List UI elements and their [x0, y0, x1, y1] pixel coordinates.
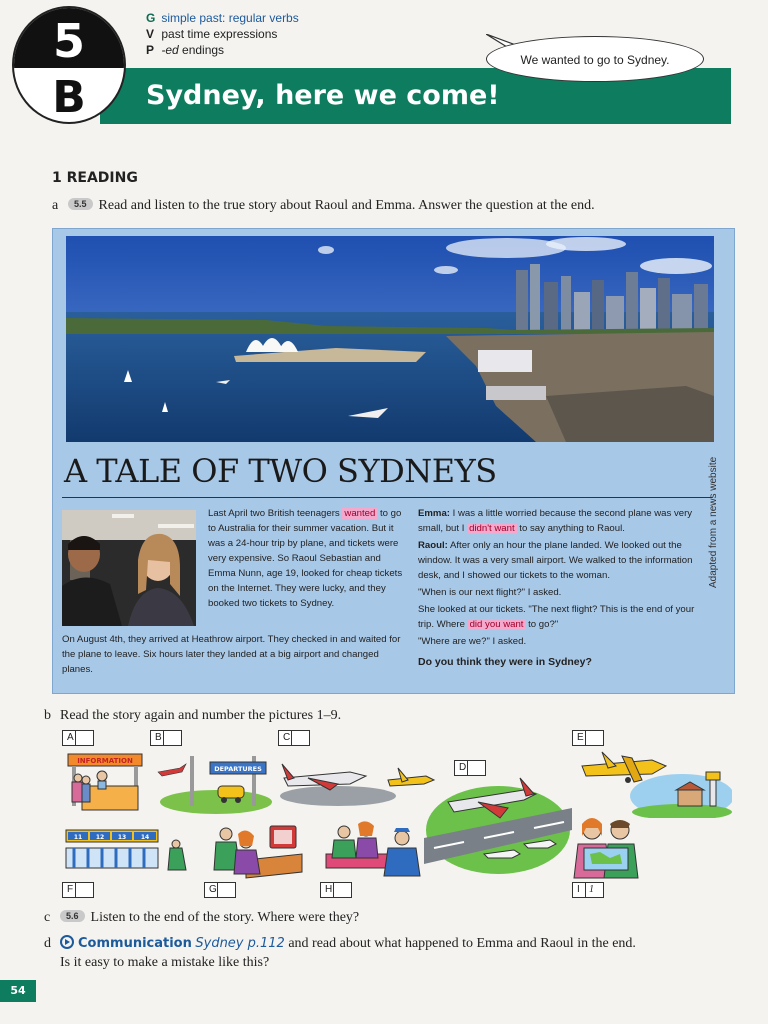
- exercise-text: Listen to the end of the story. Where were they?: [90, 910, 360, 925]
- focus-key: P: [146, 43, 155, 57]
- picture-label-b[interactable]: [150, 730, 182, 746]
- sydney-harbour-photo: [66, 236, 714, 442]
- exercise-d-line-1: [44, 934, 636, 953]
- story-quote: "Where are we?" I asked.: [418, 636, 527, 647]
- story-paragraph-2: On August 4th, they arrived at Heathrow airport. They checked in and waited for the plane to leave. Six hours later they landed at a big airport and changed planes.: [62, 634, 401, 675]
- unit-letter: B: [52, 72, 86, 123]
- focus-grammar: [146, 10, 299, 26]
- unit-badge: [12, 6, 126, 124]
- exercise-text: Read the story again and number the pictures 1–9.: [60, 708, 342, 723]
- picture-letter: E: [577, 732, 584, 743]
- focus-pronunciation: [146, 42, 299, 58]
- story-column-1: [208, 506, 406, 611]
- story-quote: "When is our next flight?" I asked.: [418, 587, 562, 598]
- exercise-d: [44, 934, 636, 972]
- highlighted-verb: wanted: [344, 508, 376, 519]
- picture-plane-take-off: [424, 768, 572, 876]
- story-raoul-paragraph: [418, 538, 710, 583]
- story-text: She looked at our tickets. "The next flight? This is the end of your trip. Where: [418, 604, 695, 630]
- picture-letter: C: [283, 732, 291, 743]
- speaker-name: Emma:: [418, 508, 450, 519]
- picture-label-a[interactable]: [62, 730, 94, 746]
- focus-key: V: [146, 27, 155, 41]
- picture-departures: [156, 750, 274, 816]
- picture-gates: [64, 822, 196, 878]
- picture-label-g[interactable]: [204, 882, 236, 898]
- lesson-title: Sydney, here we come!: [146, 80, 500, 111]
- highlighted-verb: did you want: [469, 619, 524, 630]
- gate-number: 14: [140, 834, 150, 841]
- raoul-and-emma-photo: [62, 510, 196, 626]
- focus-text: endings: [178, 43, 225, 57]
- communication-arrow-icon: [60, 935, 74, 949]
- gate-number: 11: [73, 834, 83, 841]
- gate-number: 13: [117, 834, 127, 841]
- source-credit: Adapted from a news website: [708, 456, 719, 588]
- picture-at-desk: [322, 818, 422, 880]
- lesson-focus: [146, 10, 299, 58]
- highlighted-verb: didn't want: [469, 523, 515, 534]
- audio-track-icon[interactable]: 5.5: [68, 198, 93, 210]
- exercise-text: and read about what happened to Emma and Raoul in the end.: [284, 936, 636, 951]
- title-divider: [62, 497, 712, 498]
- picture-letter: G: [209, 884, 217, 895]
- focus-key: G: [146, 11, 156, 25]
- picture-emma-and-raoul: [570, 814, 642, 880]
- story-text: to go to Australia for their summer vacation. But it was a 24-hour trip by plane, and tickets were very expensive. So Raoul Sebastian and Emma Nunn, age 19, looked for cheap tickets on the Internet. They were lucky, and they booked two tickets to Sydney.: [208, 508, 403, 609]
- picture-label-h[interactable]: [320, 882, 352, 898]
- story-text: to say anything to Raoul.: [516, 523, 625, 534]
- story-column-2: [418, 506, 710, 672]
- picture-answer: 1: [589, 884, 594, 895]
- exercise-letter: c: [44, 910, 51, 925]
- picture-letter: F: [67, 884, 74, 895]
- picture-letter: I: [577, 884, 580, 895]
- story-text: Last April two British teenagers: [208, 508, 343, 519]
- section-heading: 1 READING: [52, 170, 138, 186]
- exercise-a: [52, 198, 595, 214]
- unit-number: 5: [14, 8, 124, 68]
- exercise-letter: a: [52, 198, 59, 213]
- exercise-d-line-2: Is it easy to make a mistake like this?: [60, 955, 270, 970]
- picture-checking-in: [278, 750, 438, 808]
- picture-small-plane-landing: [572, 746, 732, 818]
- departures-sign: DEPARTURES: [214, 765, 262, 773]
- picture-label-e[interactable]: [572, 730, 604, 746]
- focus-vocabulary: [146, 26, 299, 42]
- story-question: Do you think they were in Sydney?: [418, 656, 592, 668]
- picture-letter: H: [325, 884, 333, 895]
- focus-text-italic: -ed: [161, 43, 179, 57]
- story-title: A TALE OF TWO SYDNEYS: [64, 452, 497, 490]
- picture-information-desk: [64, 750, 146, 816]
- picture-booking-online: [206, 820, 306, 880]
- information-sign: INFORMATION: [77, 757, 133, 765]
- story-text: I was a little worried because the second plane was very small, but I: [418, 508, 693, 534]
- communication-label: Communication: [78, 936, 192, 951]
- story-emma-paragraph: [418, 506, 710, 536]
- exercise-text: Read and listen to the true story about Raoul and Emma. Answer the question at the end.: [98, 198, 595, 213]
- exercise-c: [44, 910, 359, 926]
- exercise-b: [44, 708, 341, 724]
- communication-page-link[interactable]: Sydney p.112: [195, 936, 285, 951]
- picture-letter: A: [67, 732, 74, 743]
- story-text: to go?": [525, 619, 559, 630]
- picture-label-i[interactable]: [572, 882, 604, 898]
- speaker-name: Raoul:: [418, 540, 448, 551]
- exercise-letter: d: [44, 936, 51, 951]
- story-paragraph: [418, 602, 710, 632]
- page-number: 54: [0, 980, 36, 1002]
- speech-bubble: We wanted to go to Sydney.: [486, 36, 704, 82]
- picture-letter: D: [459, 762, 467, 773]
- gate-number: 12: [95, 834, 105, 841]
- audio-track-icon[interactable]: 5.6: [60, 910, 85, 922]
- picture-label-c[interactable]: [278, 730, 310, 746]
- picture-letter: B: [155, 732, 162, 743]
- story-text: After only an hour the plane landed. We looked out the window. It was a very small airport. We walked to the information desk, and I showed our tickets to the woman.: [418, 540, 693, 581]
- exercise-letter: b: [44, 708, 51, 723]
- focus-text: simple past: regular verbs: [161, 11, 299, 25]
- focus-text: past time expressions: [161, 27, 278, 41]
- picture-label-f[interactable]: [62, 882, 94, 898]
